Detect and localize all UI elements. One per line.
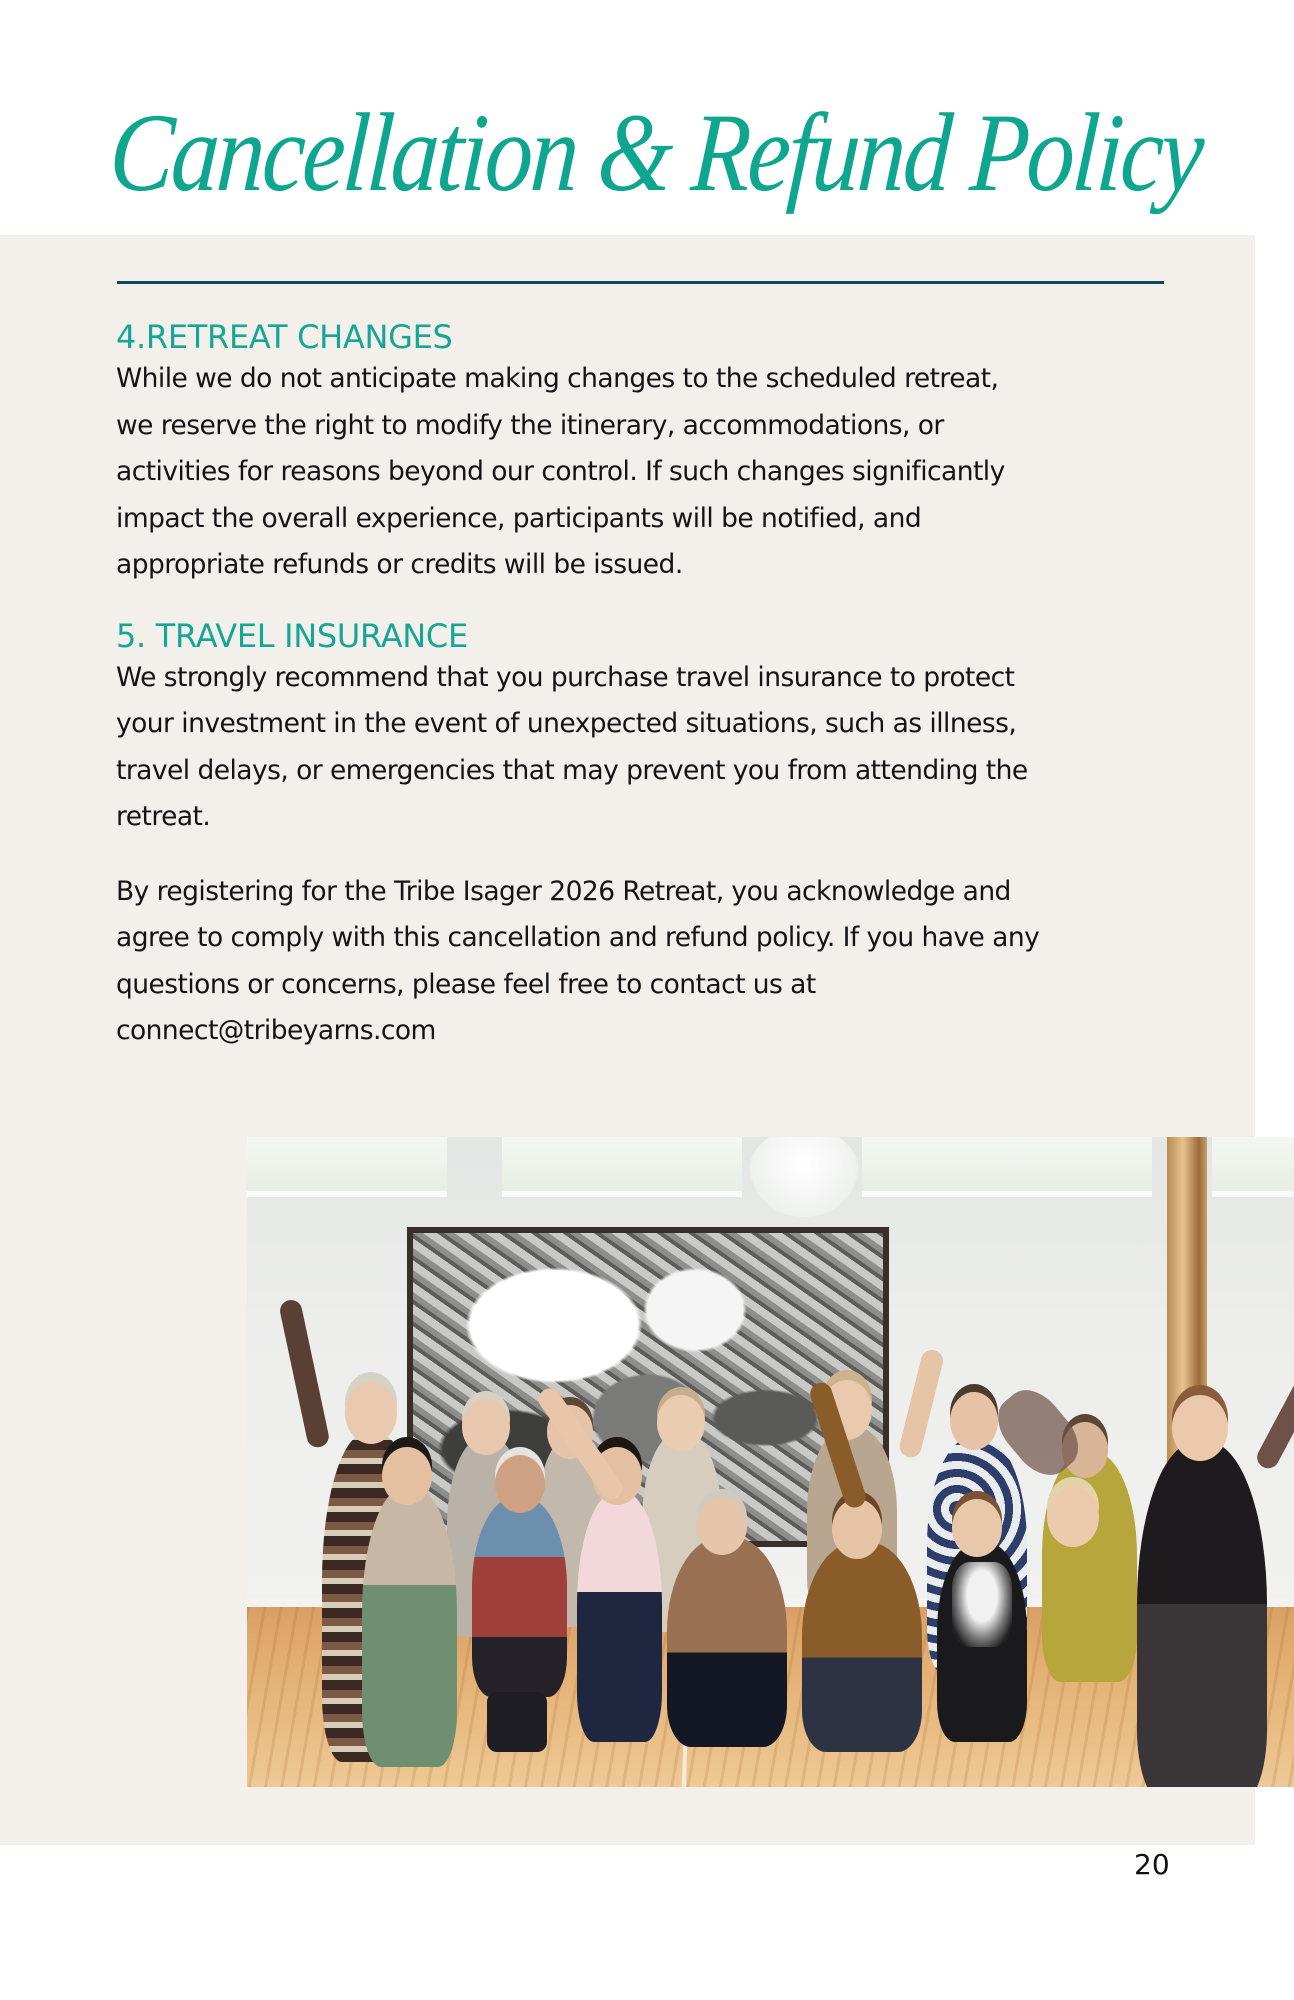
body-line: impact the overall experience, participants will be notified, and [116, 502, 922, 534]
section-heading: 4.RETREAT CHANGES [116, 318, 453, 356]
figure [1027, 1532, 1127, 1782]
group-photo [247, 1137, 1294, 1787]
figure-head [345, 1382, 397, 1444]
body-line: We strongly recommend that you purchase travel insurance to protect [116, 661, 1015, 693]
body-line: activities for reasons beyond our control. If such changes significantly [116, 456, 1005, 487]
figure-head [832, 1499, 882, 1559]
figure-head [657, 1395, 705, 1451]
body-line: By registering for the Tribe Isager 2026 Retreat, you acknowledge and [116, 875, 1011, 907]
figure-head [1047, 1487, 1099, 1547]
photo-window [247, 1137, 447, 1197]
photo-window [502, 1137, 742, 1197]
figure [577, 1492, 662, 1742]
figure-head [697, 1497, 747, 1555]
section-retreat-changes [116, 318, 1176, 589]
page-number: 20 [1134, 1848, 1170, 1881]
section-heading: 5. TRAVEL INSURANCE [116, 616, 468, 655]
photo-window [1212, 1137, 1294, 1197]
body-line: appropriate refunds or credits will be issued. [116, 549, 683, 580]
page-title-text: Cancellation & Refund Policy [106, 91, 1206, 215]
figure [802, 1542, 922, 1752]
section-body [116, 356, 1176, 589]
figure-head [382, 1447, 432, 1505]
closing-paragraph [116, 869, 1176, 1055]
figure-legs [487, 1692, 547, 1752]
figure [1137, 1442, 1267, 1787]
figure-head [495, 1455, 545, 1513]
figure-head [462, 1399, 510, 1455]
figure [667, 1537, 787, 1747]
figure [472, 1497, 567, 1697]
title-divider [117, 281, 1164, 284]
body-line: While we do not anticipate making changes to the scheduled retreat, [116, 363, 999, 394]
body-line: travel delays, or emergencies that may prevent you from attending the [116, 754, 1028, 786]
figure [362, 1487, 457, 1767]
body-line: agree to comply with this cancellation and refund policy. If you have any [116, 922, 1040, 953]
body-line: retreat. [116, 801, 211, 832]
figure-shirt-print [952, 1562, 1012, 1647]
body-line: your investment in the event of unexpected situations, such as illness, [116, 708, 1017, 739]
figure-head [952, 1499, 1002, 1557]
section-travel-insurance [116, 617, 1176, 841]
body-line: questions or concerns, please feel free to contact us at [116, 968, 816, 1000]
policy-content [116, 318, 1176, 1055]
body-line: we reserve the right to modify the itinerary, accommodations, or [116, 409, 944, 441]
section-body [116, 655, 1176, 841]
figure-head [1172, 1395, 1228, 1461]
contact-email: connect@tribeyarns.com [116, 1015, 436, 1046]
page-title [106, 78, 1210, 248]
figure-head [950, 1392, 998, 1450]
photo-window [862, 1137, 1152, 1197]
